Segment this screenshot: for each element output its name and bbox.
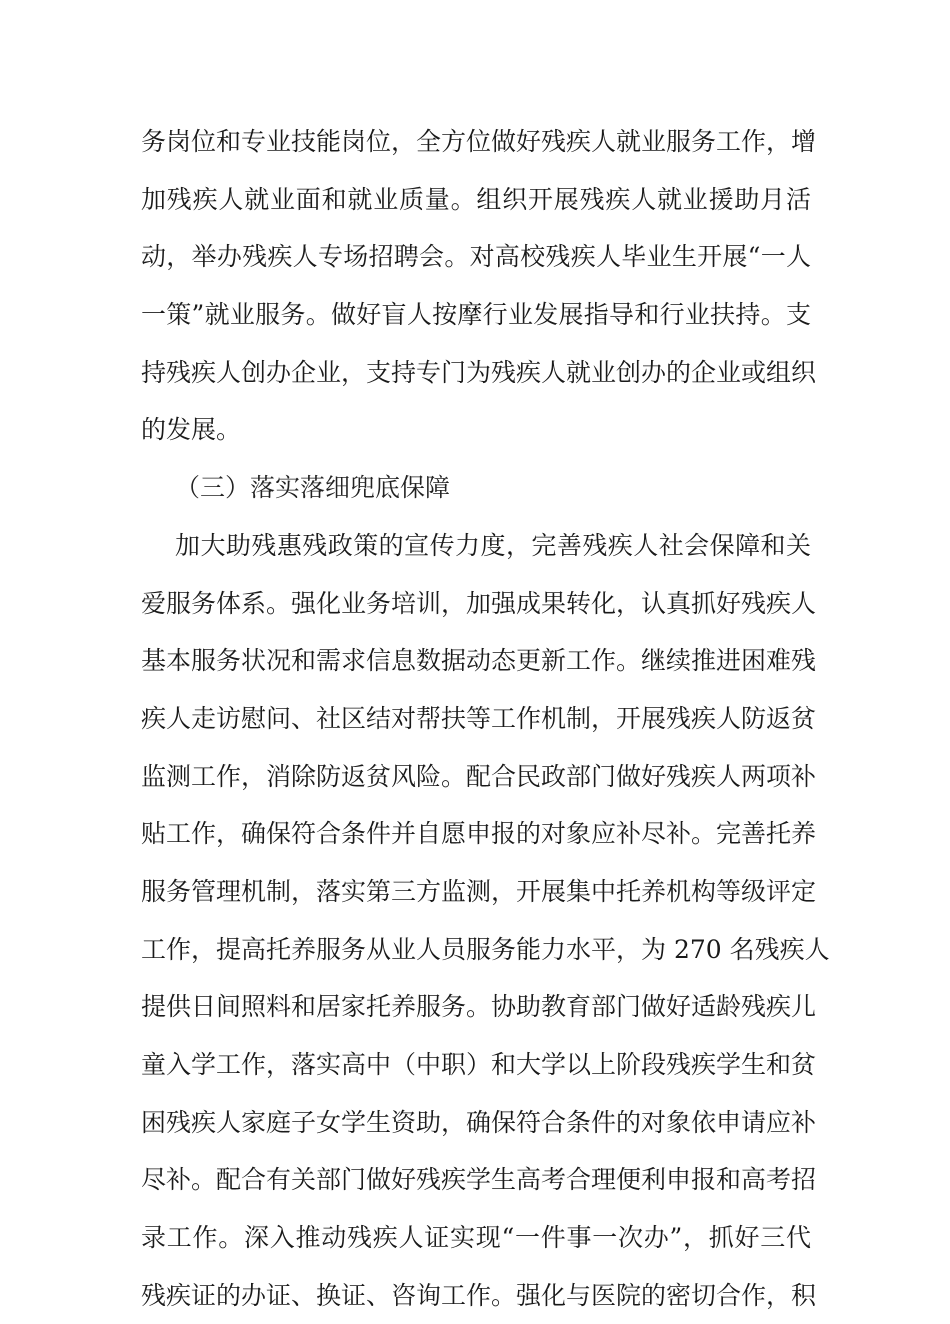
paragraph-2-line-5: 监测工作，消除防返贫风险。配合民政部门做好残疾人两项补: [141, 761, 817, 791]
paragraph-1-line-5: 持残疾人创办企业，支持专门为残疾人就业创办的企业或组织: [141, 357, 817, 387]
paragraph-2-line-1: 加大助残惠残政策的宣传力度，完善残疾人社会保障和关: [175, 530, 811, 560]
paragraph-2-line-6: 贴工作，确保符合条件并自愿申报的对象应补尽补。完善托养: [141, 819, 817, 849]
paragraph-2-line-7: 服务管理机制，落实第三方监测，开展集中托养机构等级评定: [141, 876, 817, 906]
document-body: [141, 113, 830, 1324]
paragraph-1-line-4: 一策”就业服务。做好盲人按摩行业发展指导和行业扶持。支: [141, 300, 811, 330]
paragraph-2-line-12: 尽补。配合有关部门做好残疾学生高考合理便利申报和高考招: [141, 1165, 817, 1195]
paragraph-2-line-4: 疾人走访慰问、社区结对帮扶等工作机制，开展残疾人防返贫: [141, 703, 817, 733]
paragraph-2-line-9: 提供日间照料和居家托养服务。协助教育部门做好适龄残疾儿: [141, 992, 817, 1022]
paragraph-1-line-6: 的发展。: [141, 415, 242, 445]
paragraph-2-line-14: 残疾证的办证、换证、咨询工作。强化与医院的密切合作，积: [141, 1280, 817, 1310]
section-heading: （三）落实落细兜底保障: [175, 473, 451, 503]
paragraph-2-line-13: 录工作。深入推动残疾人证实现“一件事一次办”，抓好三代: [141, 1223, 811, 1253]
paragraph-2-line-11: 困残疾人家庭子女学生资助，确保符合条件的对象依申请应补: [141, 1107, 817, 1137]
paragraph-2-line-10: 童入学工作，落实高中（中职）和大学以上阶段残疾学生和贫: [141, 1050, 817, 1079]
paragraph-1-line-1: 务岗位和专业技能岗位，全方位做好残疾人就业服务工作，增: [141, 127, 817, 156]
paragraph-2-line-2: 爱服务体系。强化业务培训，加强成果转化，认真抓好残疾人: [141, 588, 817, 618]
paragraph-2-line-3: 基本服务状况和需求信息数据动态更新工作。继续推进困难残: [141, 646, 817, 676]
paragraph-1-line-2: 加残疾人就业面和就业质量。组织开展残疾人就业援助月活: [141, 184, 811, 214]
paragraph-2-line-8: 工作，提高托养服务从业人员服务能力水平，为 270 名残疾人: [141, 934, 830, 964]
paragraph-1-line-3: 动，举办残疾人专场招聘会。对高校残疾人毕业生开展“一人: [141, 242, 811, 272]
